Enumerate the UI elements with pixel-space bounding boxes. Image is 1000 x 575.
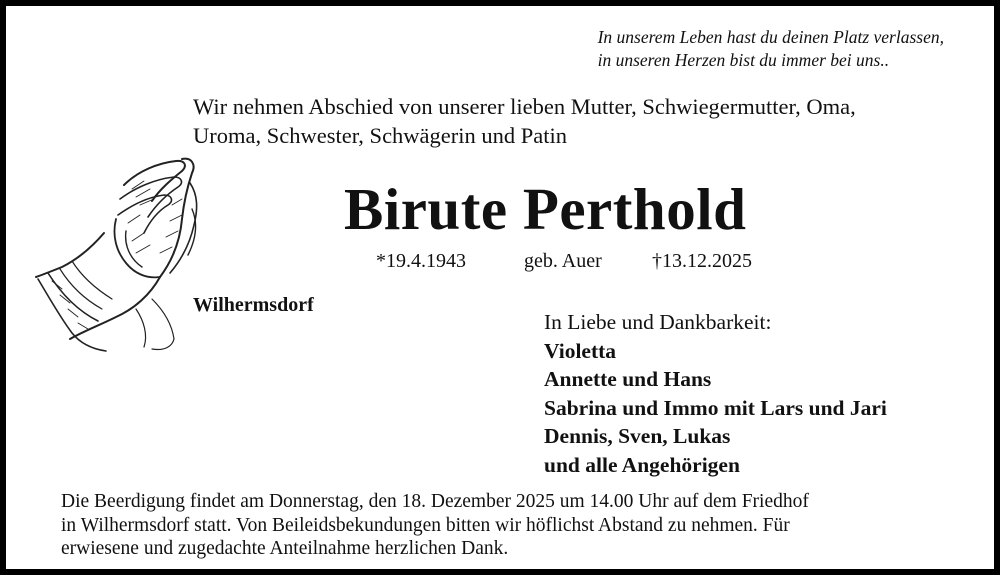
mourners-heading: In Liebe und Dankbarkeit: [544,310,772,334]
mourner-name: Dennis, Sven, Lukas [544,424,731,448]
motto-quote [598,26,944,72]
mourner-name: Violetta [544,338,617,363]
mourners-list [544,308,887,479]
intro-line: Uroma, Schwester, Schwägerin und Patin [193,123,568,148]
mourner-name: und alle Angehörigen [544,452,740,477]
death-date: †13.12.2025 [652,250,752,272]
birth-date: *19.4.1943 [376,250,466,272]
residence-place: Wilhermsdorf [193,294,314,316]
farewell-intro [193,92,856,150]
funeral-line: Die Beerdigung findet am Donnerstag, den 18. Dezember 2025 um 14.00 Uhr auf dem Friedhof [61,491,809,512]
mourner-name: Sabrina und Immo mit Lars und Jari [544,395,887,420]
intro-line: Wir nehmen Abschied von unserer lieben Mutter, Schwiegermutter, Oma, [193,94,856,119]
motto-line: In unserem Leben hast du deinen Platz verlassen, [597,27,944,47]
deceased-name: Birute Perthold [344,176,747,242]
funeral-line: in Wilhermsdorf statt. Von Beileidsbekundungen bitten wir höflichst Abstand zu nehmen. Für [61,514,790,536]
mourner-name: Annette und Hans [544,367,712,391]
funeral-line: erwiesene und zugedachte Anteilnahme herzlichen Dank. [61,538,509,559]
life-dates [376,248,752,274]
praying-hands-icon [32,149,200,354]
motto-line: in unseren Herzen bist du immer bei uns.. [597,50,890,70]
funeral-details [61,490,809,561]
maiden-name: geb. Auer [524,250,602,272]
